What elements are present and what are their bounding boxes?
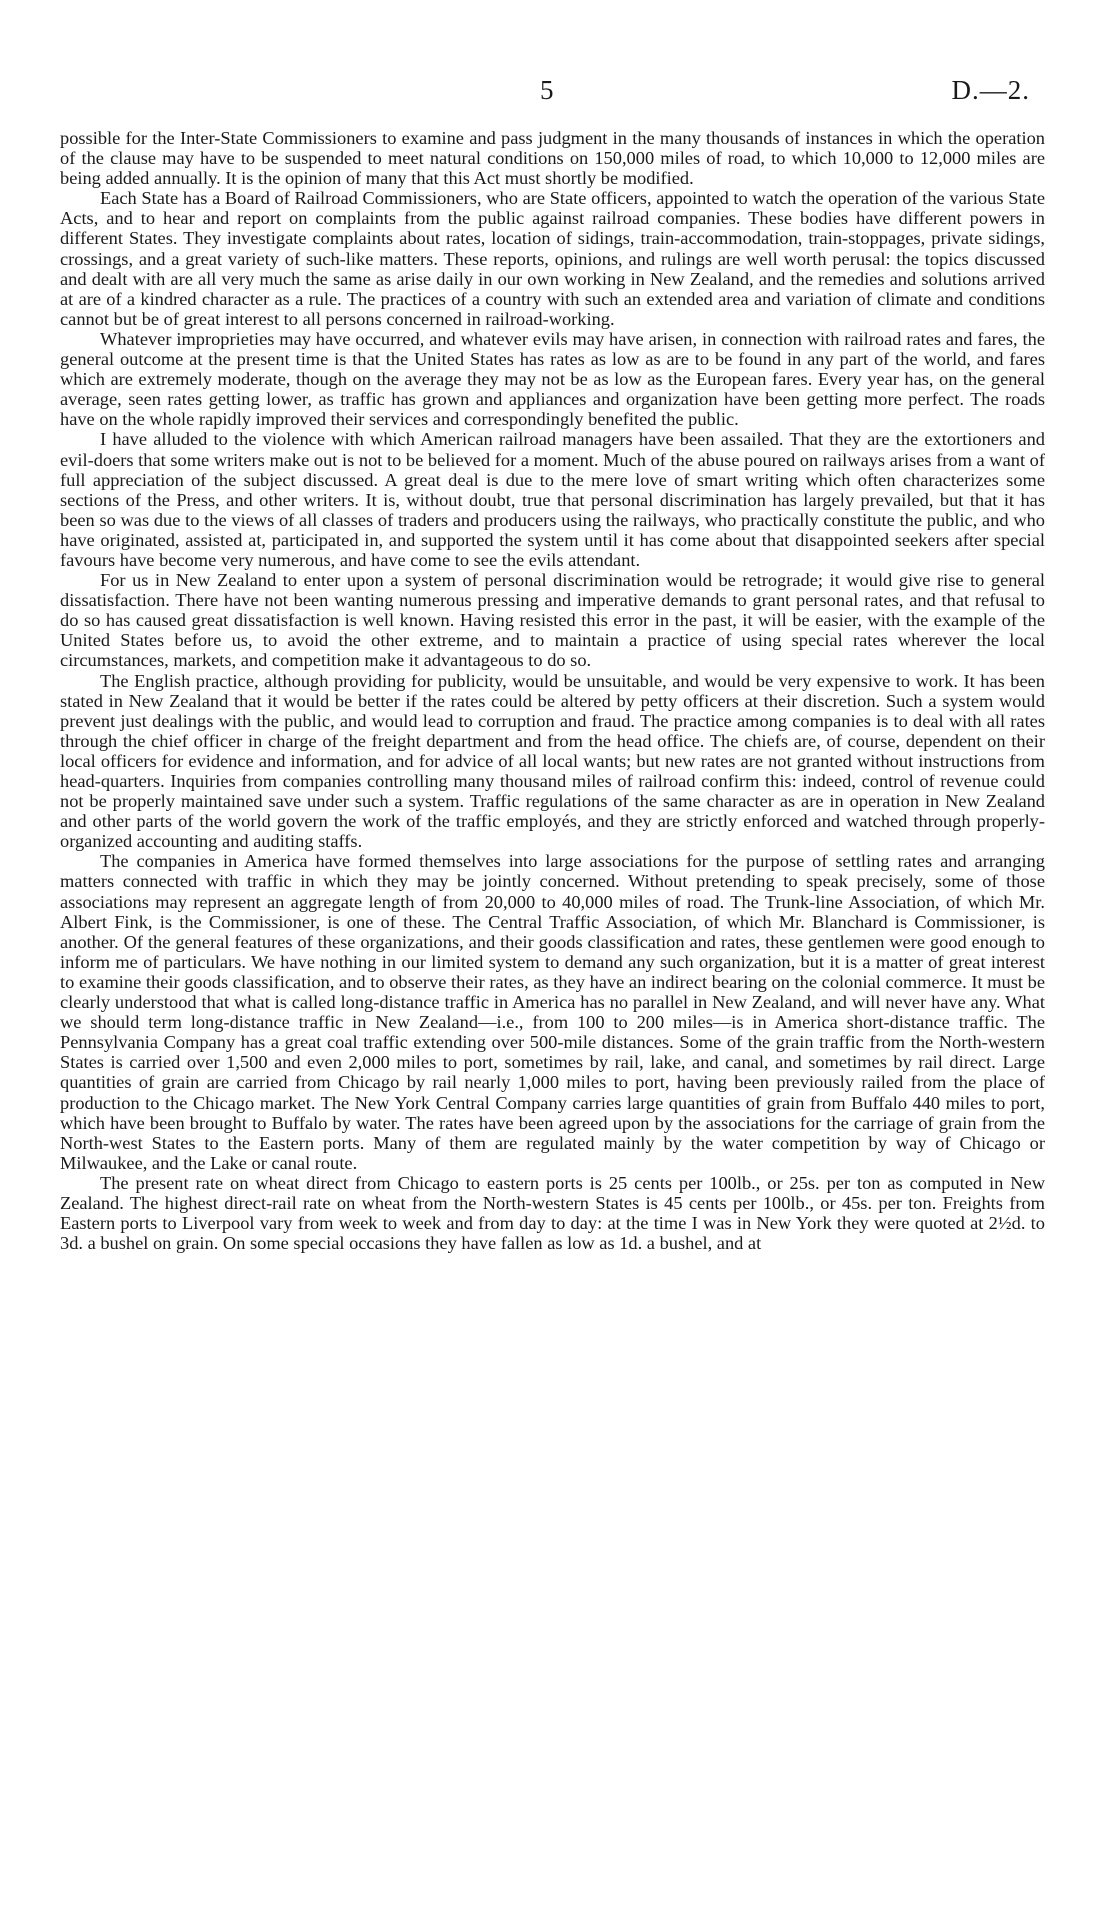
paragraph: The companies in America have formed themselves into large associations for the purpose of settling rates and arranging matters connected with traffic in which they may be jointly concerned. Without pretending to speak precisely, some of those associations may represent an aggregate length of from 20,000 to 40,000 miles of road. The Trunk-line Association, of which Mr. Albert Fink, is the Commissioner, is one of these. The Central Traffic Association, of which Mr. Blanchard is Commissioner, is another. Of the general features of these organizations, and their goods classification and rates, these gentlemen were good enough to inform me of particulars. We have nothing in our limited system to demand any such organization, but it is a matter of great interest to examine their goods classification, and to observe their rates, as they have an indirect bearing on the colonial commerce. It must be clearly understood that what is called long-distance traffic in America has no parallel in New Zealand, and will never have any. What we should term long-distance traffic in New Zealand—i.e., from 100 to 200 miles—is in America short-distance traffic. The Pennsylvania Company has a great coal traffic extending over 500-mile distances. Some of the grain traffic from the North-western States is carried over 1,500 and even 2,000 miles to port, sometimes by rail, lake, and canal, and sometimes by rail direct. Large quantities of grain are carried from Chicago by rail nearly 1,000 miles to port, having been previously railed from the place of production to the Chicago market. The New York Central Company carries large quantities of grain from Buffalo 440 miles to port, which have been brought to Buffalo by water. The rates have been agreed upon by the associations for the carriage of grain from the North-west States to the Eastern ports. Many of them are regulated mainly by the water competition by way of Chicago or Milwaukee, and the Lake or canal route. <box>60 851 1045 1173</box>
paragraph: possible for the Inter-State Commissioners to examine and pass judgment in the many thousands of instances in which the operation of the clause may have to be suspended to meet natural conditions on 150,000 miles of road, to which 10,000 to 12,000 miles are being added annually. It is the opinion of many that this Act must shortly be modified. <box>60 128 1045 189</box>
page-header <box>0 74 1114 114</box>
paragraph: For us in New Zealand to enter upon a system of personal discrimination would be retrograde; it would give rise to general dissatisfaction. There have not been wanting numerous pressing and imperative demands to grant personal rates, and that refusal to do so has caused great dissatisfaction is well known. Having resisted this error in the past, it will be easier, with the example of the United States before us, to avoid the other extreme, and to maintain a practice of using special rates wherever the local circumstances, markets, and competition make it advantageous to do so. <box>60 570 1045 671</box>
paragraph: I have alluded to the violence with which American railroad managers have been assailed. That they are the extortioners and evil-doers that some writers make out is not to be believed for a moment. Much of the abuse poured on railways arises from a want of full appreciation of the subject discussed. A great deal is due to the mere love of smart writing which often characterizes some sections of the Press, and other writers. It is, without doubt, true that personal discrimination has largely prevailed, but that it has been so was due to the views of all classes of traders and producers using the railways, who practically constitute the public, and who have originated, assisted at, participated in, and supported the system until it has come about that disappointed seekers after special favours have become very numerous, and have come to see the evils attendant. <box>60 429 1045 570</box>
body-text <box>60 128 1045 1253</box>
paragraph: Each State has a Board of Railroad Commissioners, who are State officers, appointed to watch the operation of the various State Acts, and to hear and report on complaints from the public against railroad companies. These bodies have different powers in different States. They investigate complaints about rates, location of sidings, train-accommodation, train-stoppages, private sidings, crossings, and a great variety of such-like matters. These reports, opinions, and rulings are well worth perusal: the topics discussed and dealt with are all very much the same as arise daily in our own working in New Zealand, and the remedies and solutions arrived at are of a kindred character as a rule. The practices of a country with such an extended area and variation of climate and conditions cannot but be of great interest to all persons concerned in railroad-working. <box>60 188 1045 329</box>
paragraph: The English practice, although providing for publicity, would be unsuitable, and would be very expensive to work. It has been stated in New Zealand that it would be better if the rates could be altered by petty officers at their discretion. Such a system would prevent just dealings with the public, and would lead to corruption and fraud. The practice among companies is to deal with all rates through the chief officer in charge of the freight department and from the head office. The chiefs are, of course, dependent on their local officers for evidence and information, and for advice of all local wants; but new rates are not granted without instructions from head-quarters. Inquiries from companies controlling many thousand miles of railroad confirm this: indeed, control of revenue could not be properly maintained save under such a system. Traffic regulations of the same character as are in operation in New Zealand and other parts of the world govern the work of the traffic employés, and they are strictly enforced and watched through properly-organized accounting and auditing staffs. <box>60 670 1045 852</box>
paragraph: Whatever improprieties may have occurred, and whatever evils may have arisen, in connection with railroad rates and fares, the general outcome at the present time is that the United States has rates as low as are to be found in any part of the world, and fares which are extremely moderate, though on the average they may not be as low as the European fares. Every year has, on the general average, seen rates getting lower, as traffic has grown and appliances and organization have been getting more perfect. The roads have on the whole rapidly improved their services and correspondingly benefited the public. <box>60 328 1045 430</box>
paragraph: The present rate on wheat direct from Chicago to eastern ports is 25 cents per 100lb., or 25s. per ton as computed in New Zealand. The highest direct-rail rate on wheat from the North-western States is 45 cents per 100lb., or 45s. per ton. Freights from Eastern ports to Liverpool vary from week to week and from day to day: at the time I was in New York they were quoted at 2½d. to 3d. a bushel on grain. On some special occasions they have fallen as low as 1d. a bushel, and at <box>60 1172 1045 1254</box>
document-reference: D.—2. <box>951 75 1030 105</box>
page-number: 5 <box>540 75 554 105</box>
